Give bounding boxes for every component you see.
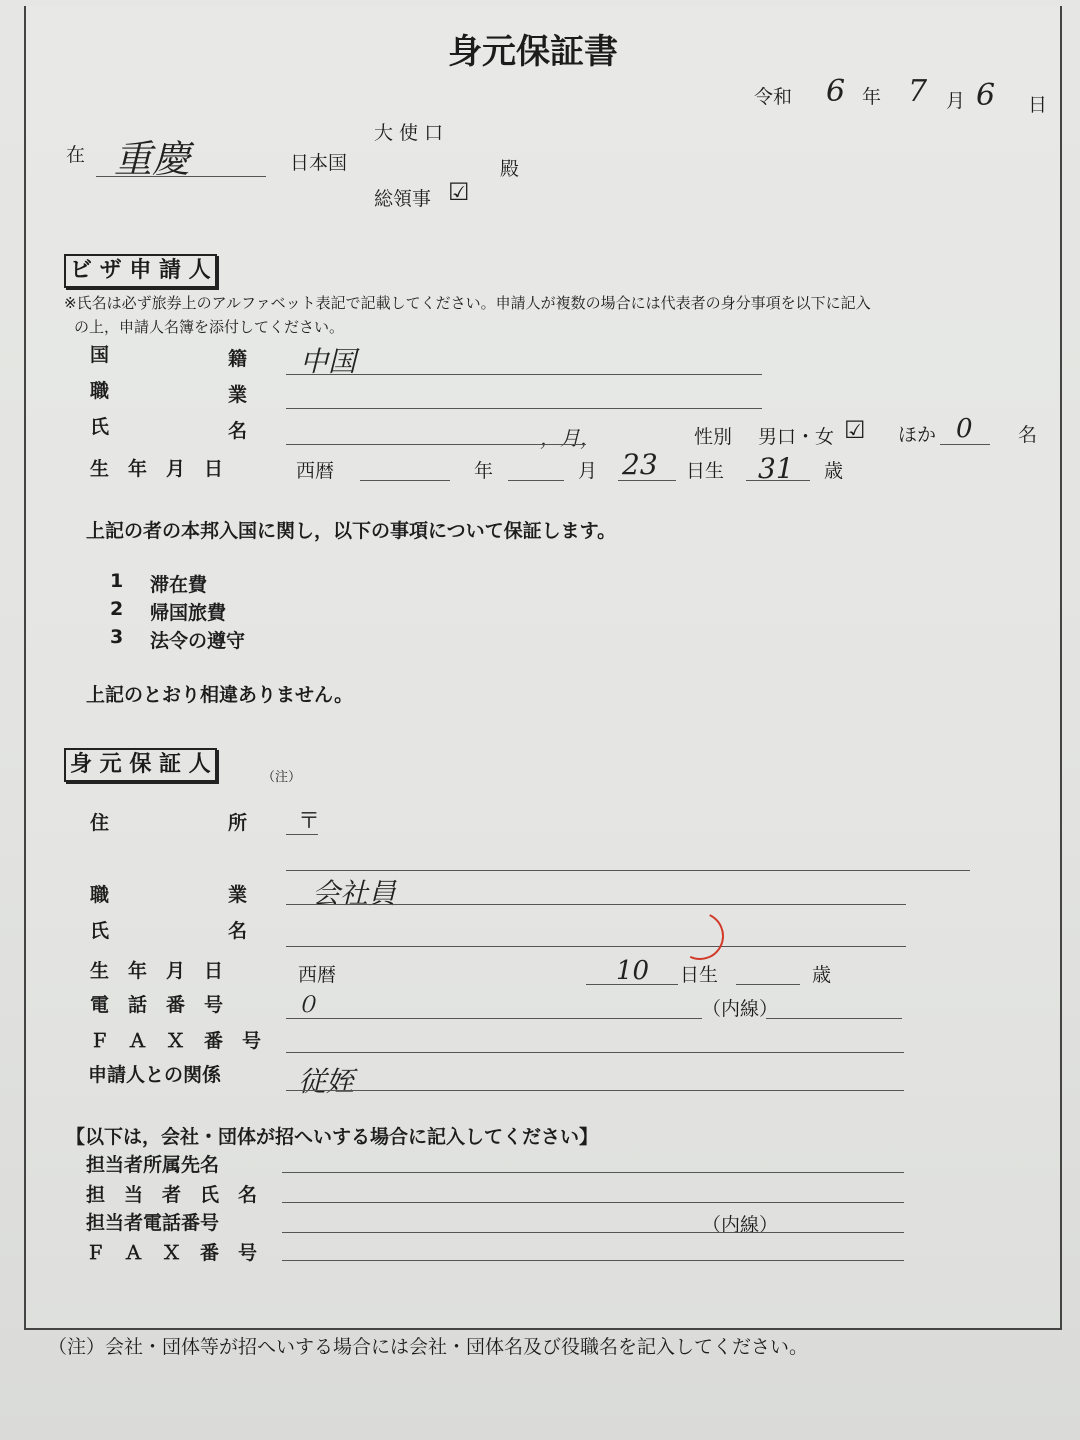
- nationality-label-b: 籍: [228, 348, 248, 370]
- dob-era: 西暦: [296, 460, 335, 482]
- applicant-note-2: の上，申請人名簿を添付してください。: [74, 318, 345, 336]
- consulate-checkbox-icon[interactable]: ☑: [448, 178, 470, 206]
- addressee-city[interactable]: 重慶: [114, 137, 191, 181]
- others-line: [940, 444, 990, 445]
- applicant-heading: ビ ザ 申 請 人: [64, 254, 217, 288]
- guarantee-item-num: 2: [110, 598, 124, 620]
- dob-label: 生 年 月 日: [90, 458, 224, 480]
- postal-mark: 〒: [298, 809, 321, 834]
- company-section-heading: 【以下は，会社・団体が招へいする場合に記入してください】: [66, 1126, 599, 1148]
- company-fax-line[interactable]: [282, 1260, 904, 1261]
- guarantor-dob-day[interactable]: 10: [616, 956, 650, 986]
- nationality-value[interactable]: 中国: [300, 345, 357, 378]
- option-consulate: 総領事: [374, 188, 432, 210]
- guarantor-occupation-label-b: 業: [228, 884, 248, 906]
- others-unit: 名: [1018, 424, 1038, 446]
- female-checkbox-icon[interactable]: ☑: [844, 416, 866, 444]
- company-dept-line[interactable]: [282, 1172, 904, 1173]
- guarantor-extension-label: （内線）: [702, 998, 779, 1020]
- company-extension-label: （内線）: [702, 1214, 779, 1236]
- guarantor-dob-label: 生 年 月 日: [90, 960, 224, 982]
- guarantee-item: 帰国旅費: [150, 602, 227, 624]
- guarantee-item: 滞在費: [150, 574, 208, 596]
- company-dept-label: 担当者所属先名: [86, 1154, 220, 1176]
- address-label-b: 所: [228, 812, 248, 834]
- date-day-unit: 日: [1028, 94, 1048, 116]
- age-unit: 歳: [824, 460, 844, 482]
- guarantee-intro: 上記の者の本邦入国に関し，以下の事項について保証します。: [86, 520, 617, 542]
- guarantor-age-line[interactable]: [736, 984, 800, 985]
- guarantor-age-unit: 歳: [812, 964, 832, 986]
- relation-value[interactable]: 従姪: [298, 1065, 355, 1098]
- dob-month-line[interactable]: [508, 480, 564, 481]
- dob-day-unit: 日生: [686, 460, 725, 482]
- others-count[interactable]: 0: [956, 414, 973, 444]
- guarantor-dob-day-line: [586, 984, 678, 985]
- relation-line: [286, 1090, 904, 1091]
- guarantor-name-line[interactable]: [286, 946, 906, 947]
- guarantor-fax-line[interactable]: [286, 1052, 904, 1053]
- guarantor-occupation-label-a: 職: [90, 884, 110, 906]
- date-year[interactable]: 6: [826, 74, 846, 109]
- date-month[interactable]: 7: [908, 74, 928, 109]
- company-phone-line[interactable]: [282, 1232, 904, 1233]
- sex-options: 男口・女: [758, 426, 835, 448]
- honorific: 殿: [500, 158, 520, 180]
- occupation-label-a: 職: [90, 380, 110, 402]
- guarantor-heading: 身 元 保 証 人: [64, 748, 217, 782]
- guarantor-fax-label: Ｆ Ａ Ｘ 番 号: [90, 1030, 262, 1052]
- guarantor-phone-label: 電 話 番 号: [90, 994, 224, 1016]
- guarantor-dob-era: 西暦: [298, 964, 337, 986]
- guarantee-item: 法令の遵守: [150, 630, 246, 652]
- company-person-line[interactable]: [282, 1202, 904, 1203]
- city-underline: [96, 176, 266, 177]
- company-person-label: 担 当 者 氏 名: [86, 1184, 258, 1206]
- guarantor-phone-value[interactable]: ０: [296, 993, 319, 1018]
- guarantee-closing: 上記のとおり相違ありません。: [86, 684, 354, 706]
- company-phone-label: 担当者電話番号: [86, 1212, 220, 1234]
- dob-day-line: [618, 480, 676, 481]
- guarantor-occupation-line: [286, 904, 906, 905]
- address-label-a: 住: [90, 812, 110, 834]
- footnote: （注）会社・団体等が招へいする場合には会社・団体名及び役職名を記入してください。: [48, 1336, 809, 1358]
- guarantee-item-num: 1: [110, 570, 124, 592]
- dob-year-line[interactable]: [360, 480, 450, 481]
- applicant-note-1: ※氏名は必ず旅券上のアルファベット表記で記載してください。申請人が複数の場合には代表者の身分事項を以下に記入: [64, 294, 871, 312]
- date-month-unit: 月: [946, 90, 966, 112]
- address-line[interactable]: [286, 870, 970, 871]
- guarantor-extension-line[interactable]: [766, 1018, 902, 1019]
- date-day[interactable]: 6: [976, 78, 996, 113]
- occupation-line[interactable]: [286, 408, 762, 409]
- dob-year-unit: 年: [474, 460, 494, 482]
- age-line: [746, 480, 810, 481]
- guarantor-dob-day-unit: 日生: [680, 964, 719, 986]
- company-fax-label: Ｆ Ａ Ｘ 番 号: [86, 1242, 258, 1264]
- nationality-label-a: 国: [90, 344, 110, 366]
- sex-label: 性別: [694, 426, 733, 448]
- date-era: 令和: [754, 86, 793, 108]
- page-title: 身元保証書: [448, 32, 618, 72]
- name-label-a: 氏: [90, 416, 110, 438]
- others-label: ほか: [898, 424, 937, 446]
- guarantor-name-label-a: 氏: [90, 920, 110, 942]
- dob-day[interactable]: 23: [622, 448, 658, 481]
- name-line: [286, 444, 586, 445]
- addressee-prefix: 在: [66, 144, 86, 166]
- guarantor-name-label-b: 名: [228, 920, 248, 942]
- option-embassy[interactable]: 大 使 口: [374, 122, 444, 144]
- guarantee-item-num: 3: [110, 626, 124, 648]
- name-fragment[interactable]: ，月，: [540, 426, 600, 450]
- nationality-line: [286, 374, 762, 375]
- guarantor-phone-line: [286, 1018, 702, 1019]
- occupation-label-b: 業: [228, 384, 248, 406]
- date-year-unit: 年: [862, 86, 882, 108]
- addressee-country: 日本国: [290, 152, 348, 174]
- relation-label: 申請人との関係: [88, 1064, 222, 1086]
- age[interactable]: 31: [758, 452, 794, 485]
- guarantor-heading-note: （注）: [262, 770, 302, 785]
- guarantor-occupation-value[interactable]: 会社員: [312, 877, 397, 910]
- postal-line[interactable]: [286, 834, 318, 835]
- dob-month-unit: 月: [578, 460, 598, 482]
- name-label-b: 名: [228, 420, 248, 442]
